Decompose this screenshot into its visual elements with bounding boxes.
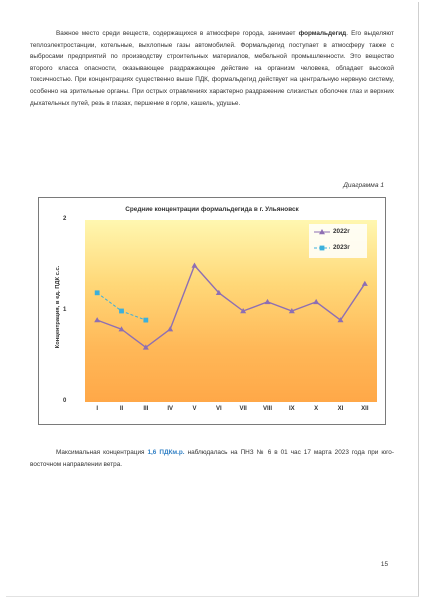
y-tick-label: 0 [63,398,67,404]
legend-label: 2022г [333,228,350,235]
x-tick-label: IV [167,406,173,412]
y-tick-label: 2 [63,216,67,222]
max-concentration-paragraph: Максимальная концентрация 1,6 ПДКм.р. наблюдалась на ПНЗ № 6 в 01 час 17 марта 2023 года при юго-восточном направлении ветра. [30,449,394,468]
x-tick-label: X [314,406,319,412]
x-tick-label: IX [288,406,295,412]
x-tick-label: VIII [262,406,272,412]
data-point-series-1 [143,318,148,323]
x-tick-label: I [96,406,98,412]
data-point-series-0 [313,299,319,304]
x-tick-label: II [119,406,124,412]
x-tick-label: XII [361,406,369,412]
diagram-caption: Диаграмма 1 [343,182,384,189]
x-tick-label: V [192,406,197,412]
chart-title: Средние концентрации формальдегида в г. Ульяновск [125,206,299,213]
series-line-0 [97,266,365,348]
max-value-highlight: 1,6 ПДКм.р. [147,449,185,456]
data-point-series-0 [265,299,271,304]
data-point-series-0 [362,281,368,286]
chart-frame [38,197,386,425]
page-number: 15 [380,561,388,568]
data-point-series-0 [192,263,198,268]
legend-label: 2023г [333,244,350,251]
legend-item [309,240,367,256]
data-point-series-1 [119,309,124,314]
intro-paragraph: Важное место среди веществ, содержащихся в атмосфере города, занимает формальдегид. Его выделяют теплоэлектростанции, котельные, выхлопные газы автомобилей. Формальдегид поступает в атмосферу также с выбросами предприятий по производству строительных материалов, мебельной промышленности. Это вещество второго класса опасности, оказывающее раздражающее действие на организм человека, обладает высокой токсичностью. При концентрациях существенно выше ПДК, формальдегид действует на центральную нервную систему, особенно на зрительные органы. При острых отравлениях характерно раздражение слизистых оболочек глаз и верхних дыхательных путей, резь в глазах, першение в горле, кашель, удушье. [30,30,394,107]
x-tick-label: III [143,406,149,412]
y-axis-label: Концентрация, в ед. ПДК с.с. [55,265,61,349]
y-tick-label: 1 [63,307,67,313]
highlight-formaldehyde: формальдегид [298,30,347,37]
data-point-series-0 [167,326,173,331]
data-point-series-1 [95,290,100,295]
x-tick-label: XI [337,406,344,412]
legend-item [309,224,367,240]
x-tick-label: VI [215,406,222,412]
legend-marker [320,246,325,251]
data-point-series-0 [94,317,100,322]
chart-legend [309,224,367,258]
x-tick-labels [85,406,377,416]
series-line-1 [97,293,146,320]
legend-swatch [313,243,331,253]
legend-swatch [313,227,331,237]
x-tick-label: VII [239,406,247,412]
